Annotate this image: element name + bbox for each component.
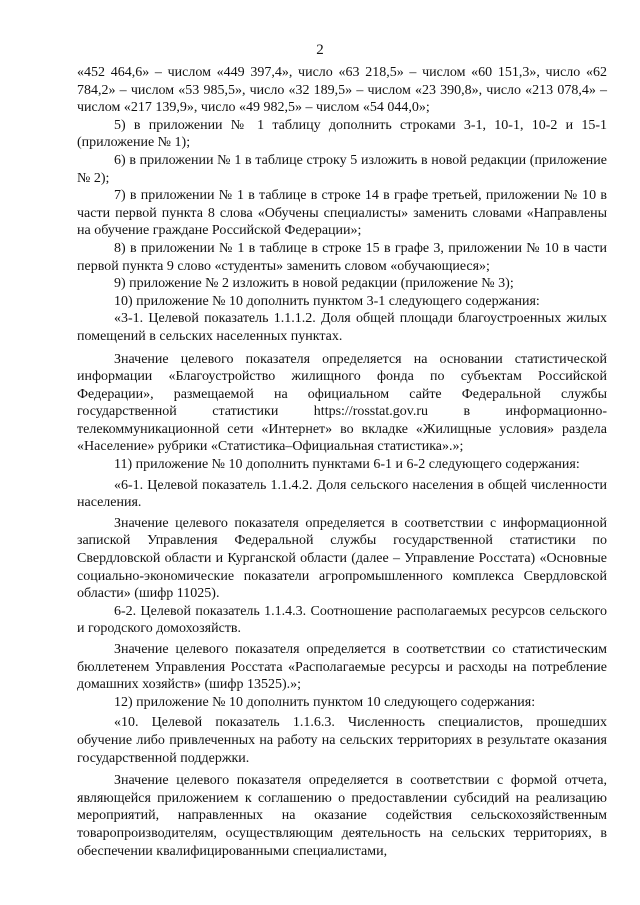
paragraph-indicator-6-2: 6-2. Целевой показатель 1.1.4.3. Соотношение располагаемых ресурсов сельского и городского домохозяйств. <box>77 603 607 637</box>
paragraph-continuation: «452 464,6» – числом «449 397,4», число «63 218,5» – числом «60 151,3», число «62 784,2» – числом «53 985,5», число «32 189,5» – числом «23 390,8», число «213 078,4» – числом «217 139,9», число «49 982,5» – числом «54 044,0»; <box>77 65 607 116</box>
document-body <box>77 64 607 860</box>
paragraph-item-10: 10) приложение № 10 дополнить пунктом 3-1 следующего содержания: <box>114 293 540 309</box>
paragraph-item-11: 11) приложение № 10 дополнить пунктами 6-1 и 6-2 следующего содержания: <box>114 457 580 473</box>
paragraph-indicator-6-1-value: Значение целевого показателя определяется в соответствии с информационной запиской Управления Федеральной службы государственной статистики по Свердловской области и Курганской области (далее – Управление Росстата) «Основные социально-экономические показатели агропромышленного комплекса Свердловской области» (шифр 11025). <box>77 515 607 602</box>
paragraph-item-7: 7) в приложении № 1 в таблице в строке 14 в графе третьей, приложении № 10 в части первой пункта 8 слова «Обучены специалисты» заменить словами «Направлены на обучение граждане Российской Федерации»; <box>77 188 607 239</box>
paragraph-item-6: 6) в приложении № 1 в таблице строку 5 изложить в новой редакции (приложение № 2); <box>77 152 607 186</box>
paragraph-indicator-3-1-value: Значение целевого показателя определяется на основании статистической информации «Благоустройство жилищного фонда по субъектам Российской Федерации», размещаемой на официальном сайте Федеральной службы государственной статистики https://rosstat.gov.ru в информационно-телекоммуникационной сети «Интернет» во вкладке «Жилищные условия» раздела «Население» рубрики «Статистика–Официальная статистика».»; <box>77 351 607 455</box>
paragraph-item-8: 8) в приложении № 1 в таблице в строке 15 в графе 3, приложении № 10 в части первой пункта 9 слово «студенты» заменить словом «обучающиеся»; <box>77 240 607 274</box>
paragraph-indicator-10: «10. Целевой показатель 1.1.6.3. Численность специалистов, прошедших обучение либо привлеченных на работу на сельских территориях в результате оказания государственной поддержки. <box>77 715 607 766</box>
paragraph-item-9: 9) приложение № 2 изложить в новой редакции (приложение № 3); <box>114 276 514 292</box>
page-number: 2 <box>316 42 324 58</box>
paragraph-indicator-6-2-value: Значение целевого показателя определяется в соответствии со статистическим бюллетенем Управления Росстата «Располагаемые ресурсы и расходы на потребление домашних хозяйств» (шифр 13525).»; <box>77 642 607 693</box>
paragraph-item-12: 12) приложение № 10 дополнить пунктом 10 следующего содержания: <box>114 694 536 710</box>
paragraph-indicator-6-1: «6-1. Целевой показатель 1.1.4.2. Доля сельского населения в общей численности населения. <box>77 477 607 511</box>
paragraph-indicator-10-value: Значение целевого показателя определяется в соответствии с формой отчета, являющейся приложением к соглашению о предоставлении субсидий на реализацию мероприятий, направленных на оказание содействия сельскохозяйственным товаропроизводителям, осуществляющим деятельность на сельских территориях, в обеспечении квалифицированными специалистами, <box>77 773 607 859</box>
paragraph-item-5: 5) в приложении № 1 таблицу дополнить строками 3-1, 10-1, 10-2 и 15-1 (приложение № 1); <box>77 117 607 151</box>
paragraph-indicator-3-1: «3-1. Целевой показатель 1.1.1.2. Доля общей площади благоустроенных жилых помещений в сельских населенных пунктах. <box>77 311 607 344</box>
